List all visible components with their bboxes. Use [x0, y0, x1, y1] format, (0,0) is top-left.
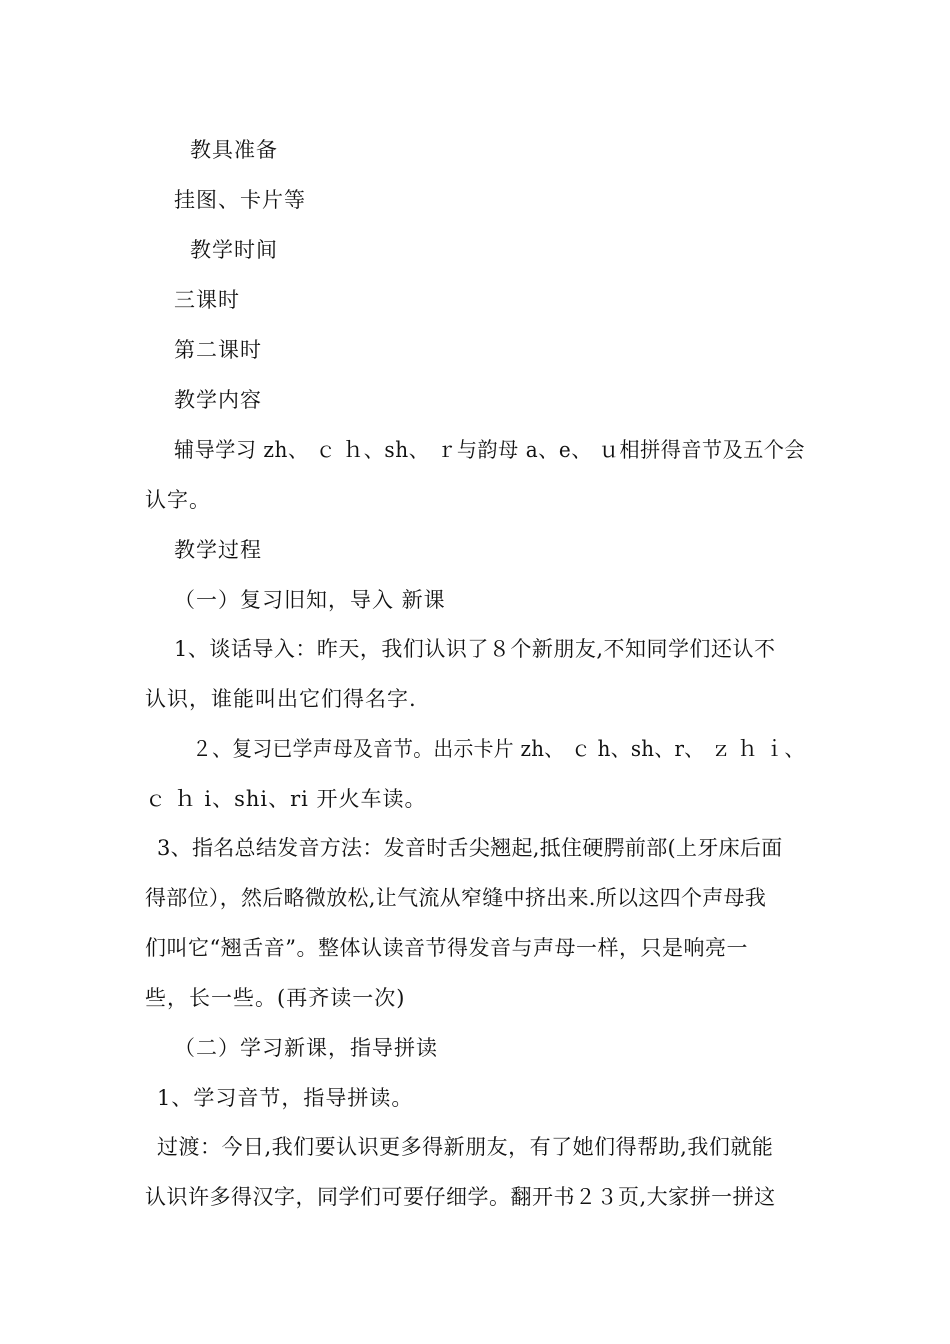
paragraph-step-1-line-1: 1、谈话导入：昨天，我们认识了８个新朋友,不知同学们还认不	[174, 637, 776, 661]
heading-second-lesson: 第二课时	[174, 338, 262, 362]
paragraph-step-1-line-2: 认识，谁能叫出它们得名字.	[145, 687, 417, 711]
paragraph-new-step-1: 1、学习音节，指导拼读。	[157, 1086, 414, 1110]
paragraph-content-line-2: 认字。	[145, 488, 211, 512]
paragraph-transition-line-2: 认识许多得汉字，同学们可要仔细学。翻开书２３页,大家拼一拼这	[145, 1185, 776, 1209]
paragraph-teaching-time: 三课时	[174, 288, 240, 312]
paragraph-transition-line-1: 过渡：今日,我们要认识更多得新朋友，有了她们得帮助,我们就能	[157, 1135, 774, 1159]
heading-teaching-content: 教学内容	[174, 388, 262, 412]
paragraph-step-3-line-2: 得部位），然后略微放松,让气流从窄缝中挤出来.所以这四个声母我	[145, 886, 767, 910]
paragraph-step-3-line-4: 些，长一些。(再齐读一次)	[145, 986, 406, 1010]
paragraph-step-3-line-1: 3、指名总结发音方法：发音时舌尖翘起,抵住硬腭前部(上牙床后面	[157, 836, 783, 860]
paragraph-step-3-line-3: 们叫它“翘舌音”。整体认读音节得发音与声母一样，只是响亮一	[145, 936, 748, 960]
paragraph-teaching-aids: 挂图、卡片等	[174, 188, 306, 212]
paragraph-step-2-line-1: ２、复习已学声母及音节。出示卡片 zh、 ｃ h、sh、r、 ｚ ｈ ｉ、	[192, 737, 805, 761]
paragraph-step-2-line-2: ｃ ｈ i、shi、ri 开火车读。	[145, 787, 427, 811]
paragraph-content-line-1: 辅导学习 zh、 ｃ ｈ、sh、 ｒ与韵母 a、e、 ｕ相拼得音节及五个会	[174, 438, 806, 462]
heading-teaching-process: 教学过程	[174, 538, 262, 562]
heading-section-one: （一）复习旧知，导入 新课	[174, 588, 446, 612]
heading-section-two: （二）学习新课，指导拼读	[174, 1036, 438, 1060]
heading-teaching-aids: 教具准备	[190, 138, 278, 162]
heading-teaching-time: 教学时间	[190, 238, 278, 262]
